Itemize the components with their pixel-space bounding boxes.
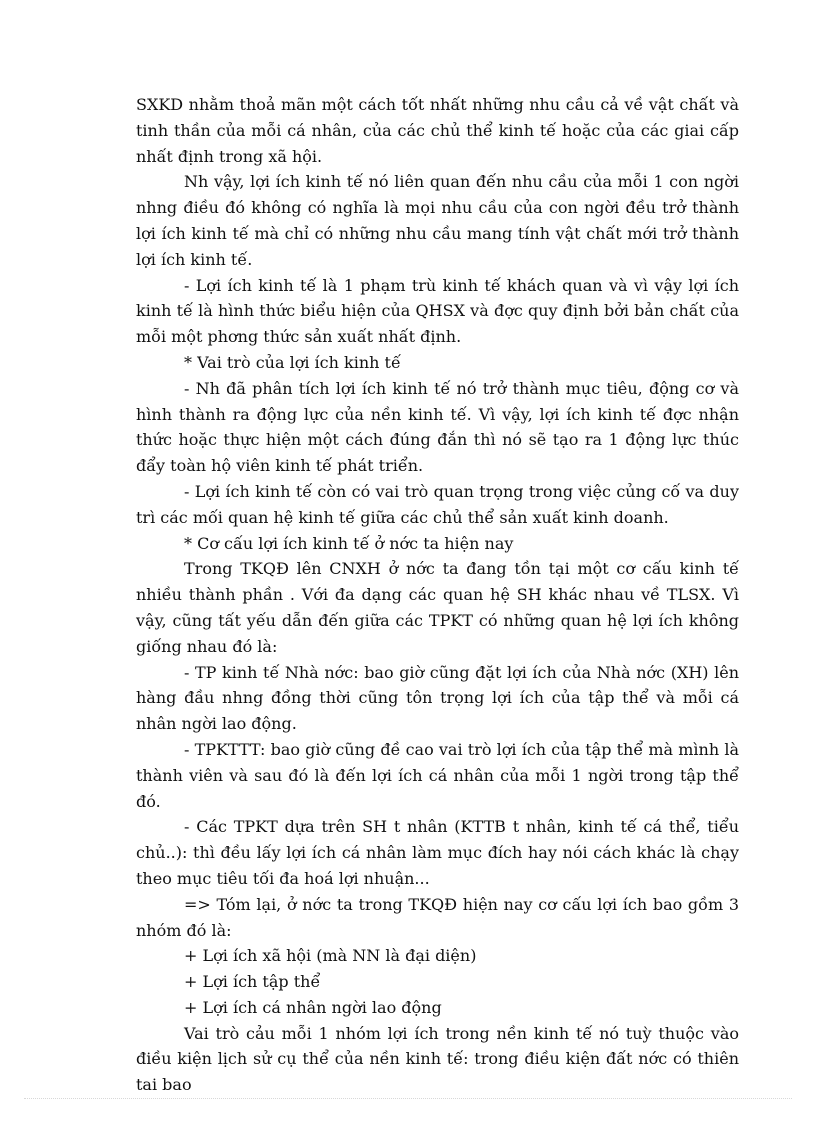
heading-structure-of-economic-interest: * Cơ cấu lợi ích kinh tế ở nớc ta hiện nay: [184, 533, 514, 553]
document-body: [136, 92, 739, 1098]
paragraph-consolidation-role: - Lợi ích kinh tế còn có vai trò quan trọng trong việc củng cố va duy trì các mối quan hệ kinh tế giữa các chủ thể sản xuất kinh doanh.: [136, 481, 739, 527]
list-item-collective-interest: + Lợi ích tập thể: [184, 972, 321, 992]
paragraph-summary: => Tóm lại, ở nớc ta trong TKQĐ hiện nay cơ cấu lợi ích bao gồm 3 nhóm đó là:: [136, 894, 739, 940]
paragraph-state-sector: - TP kinh tế Nhà nớc: bao giờ cũng đặt lợi ích của Nhà nớc (XH) lên hàng đầu nhng đồng thời cũng tôn trọng lợi ích của tập thể và mỗi cá nhân ngời lao động.: [136, 662, 739, 734]
paragraph-economic-interest-needs: Nh vậy, lợi ích kinh tế nó liên quan đến nhu cầu của mỗi 1 con ngời nhng điều đó không có nghĩa là mọi nhu cầu của con ngời đều trở thành lợi ích kinh tế mà chỉ có những nhu cầu mang tính vật chất mới trở thành lợi ích kinh tế.: [136, 172, 739, 269]
list-item-social-interest: + Lợi ích xã hội (mà NN là đại diện): [184, 946, 477, 966]
paragraph-multi-sector-economy: Trong TKQĐ lên CNXH ở nớc ta đang tồn tại một cơ cấu kinh tế nhiều thành phần . Với đa dạng các quan hệ SH khác nhau về TLSX. Vì vậy, cũng tất yếu dẫn đến giữa các TPKT có những quan hệ lợi ích không giống nhau đó là:: [136, 559, 739, 656]
paragraph-collective-sector: - TPKTTT: bao giờ cũng đề cao vai trò lợi ích của tập thể mà mình là thành viên và sau đó là đến lợi ích cá nhân của mỗi 1 ngời trong tập thể đó.: [136, 739, 739, 811]
paragraph-continuation: SXKD nhằm thoả mãn một cách tốt nhất những nhu cầu cả về vật chất và tinh thần của mỗi cá nhân, của các chủ thể kinh tế hoặc của các giai cấp nhất định trong xã hội.: [136, 95, 739, 166]
paragraph-objective-category: - Lợi ích kinh tế là 1 phạm trù kinh tế khách quan và vì vậy lợi ích kinh tế là hình thức biểu hiện của QHSX và đợc quy định bởi bản chất của mỗi một phơng thức sản xuất nhất định.: [136, 275, 739, 347]
page-bottom-divider: [24, 1098, 792, 1099]
paragraph-motivation: - Nh đã phân tích lợi ích kinh tế nó trở thành mục tiêu, động cơ và hình thành ra động lực của nền kinh tế. Vì vậy, lợi ích kinh tế đợc nhận thức hoặc thực hiện một cách đúng đắn thì nó sẽ tạo ra 1 động lực thúc đẩy toàn hộ viên kinh tế phát triển.: [136, 378, 739, 476]
paragraph-private-sector: - Các TPKT dựa trên SH t nhân (KTTB t nhân, kinh tế cá thể, tiểu chủ..): thì đều lấy lợi ích cá nhân làm mục đích hay nói cách khác là chạy theo mục tiêu tối đa hoá lợi nhuận...: [136, 817, 739, 888]
heading-role-of-economic-interest: * Vai trò của lợi ích kinh tế: [184, 352, 401, 372]
list-item-individual-interest: + Lợi ích cá nhân ngời lao động: [184, 997, 442, 1017]
paragraph-role-of-each-group: Vai trò cảu mỗi 1 nhóm lợi ích trong nền kinh tế nó tuỳ thuộc vào điều kiện lịch sử cụ thể của nền kinh tế: trong điều kiện đất nớc có thiên tai bao: [136, 1023, 739, 1095]
